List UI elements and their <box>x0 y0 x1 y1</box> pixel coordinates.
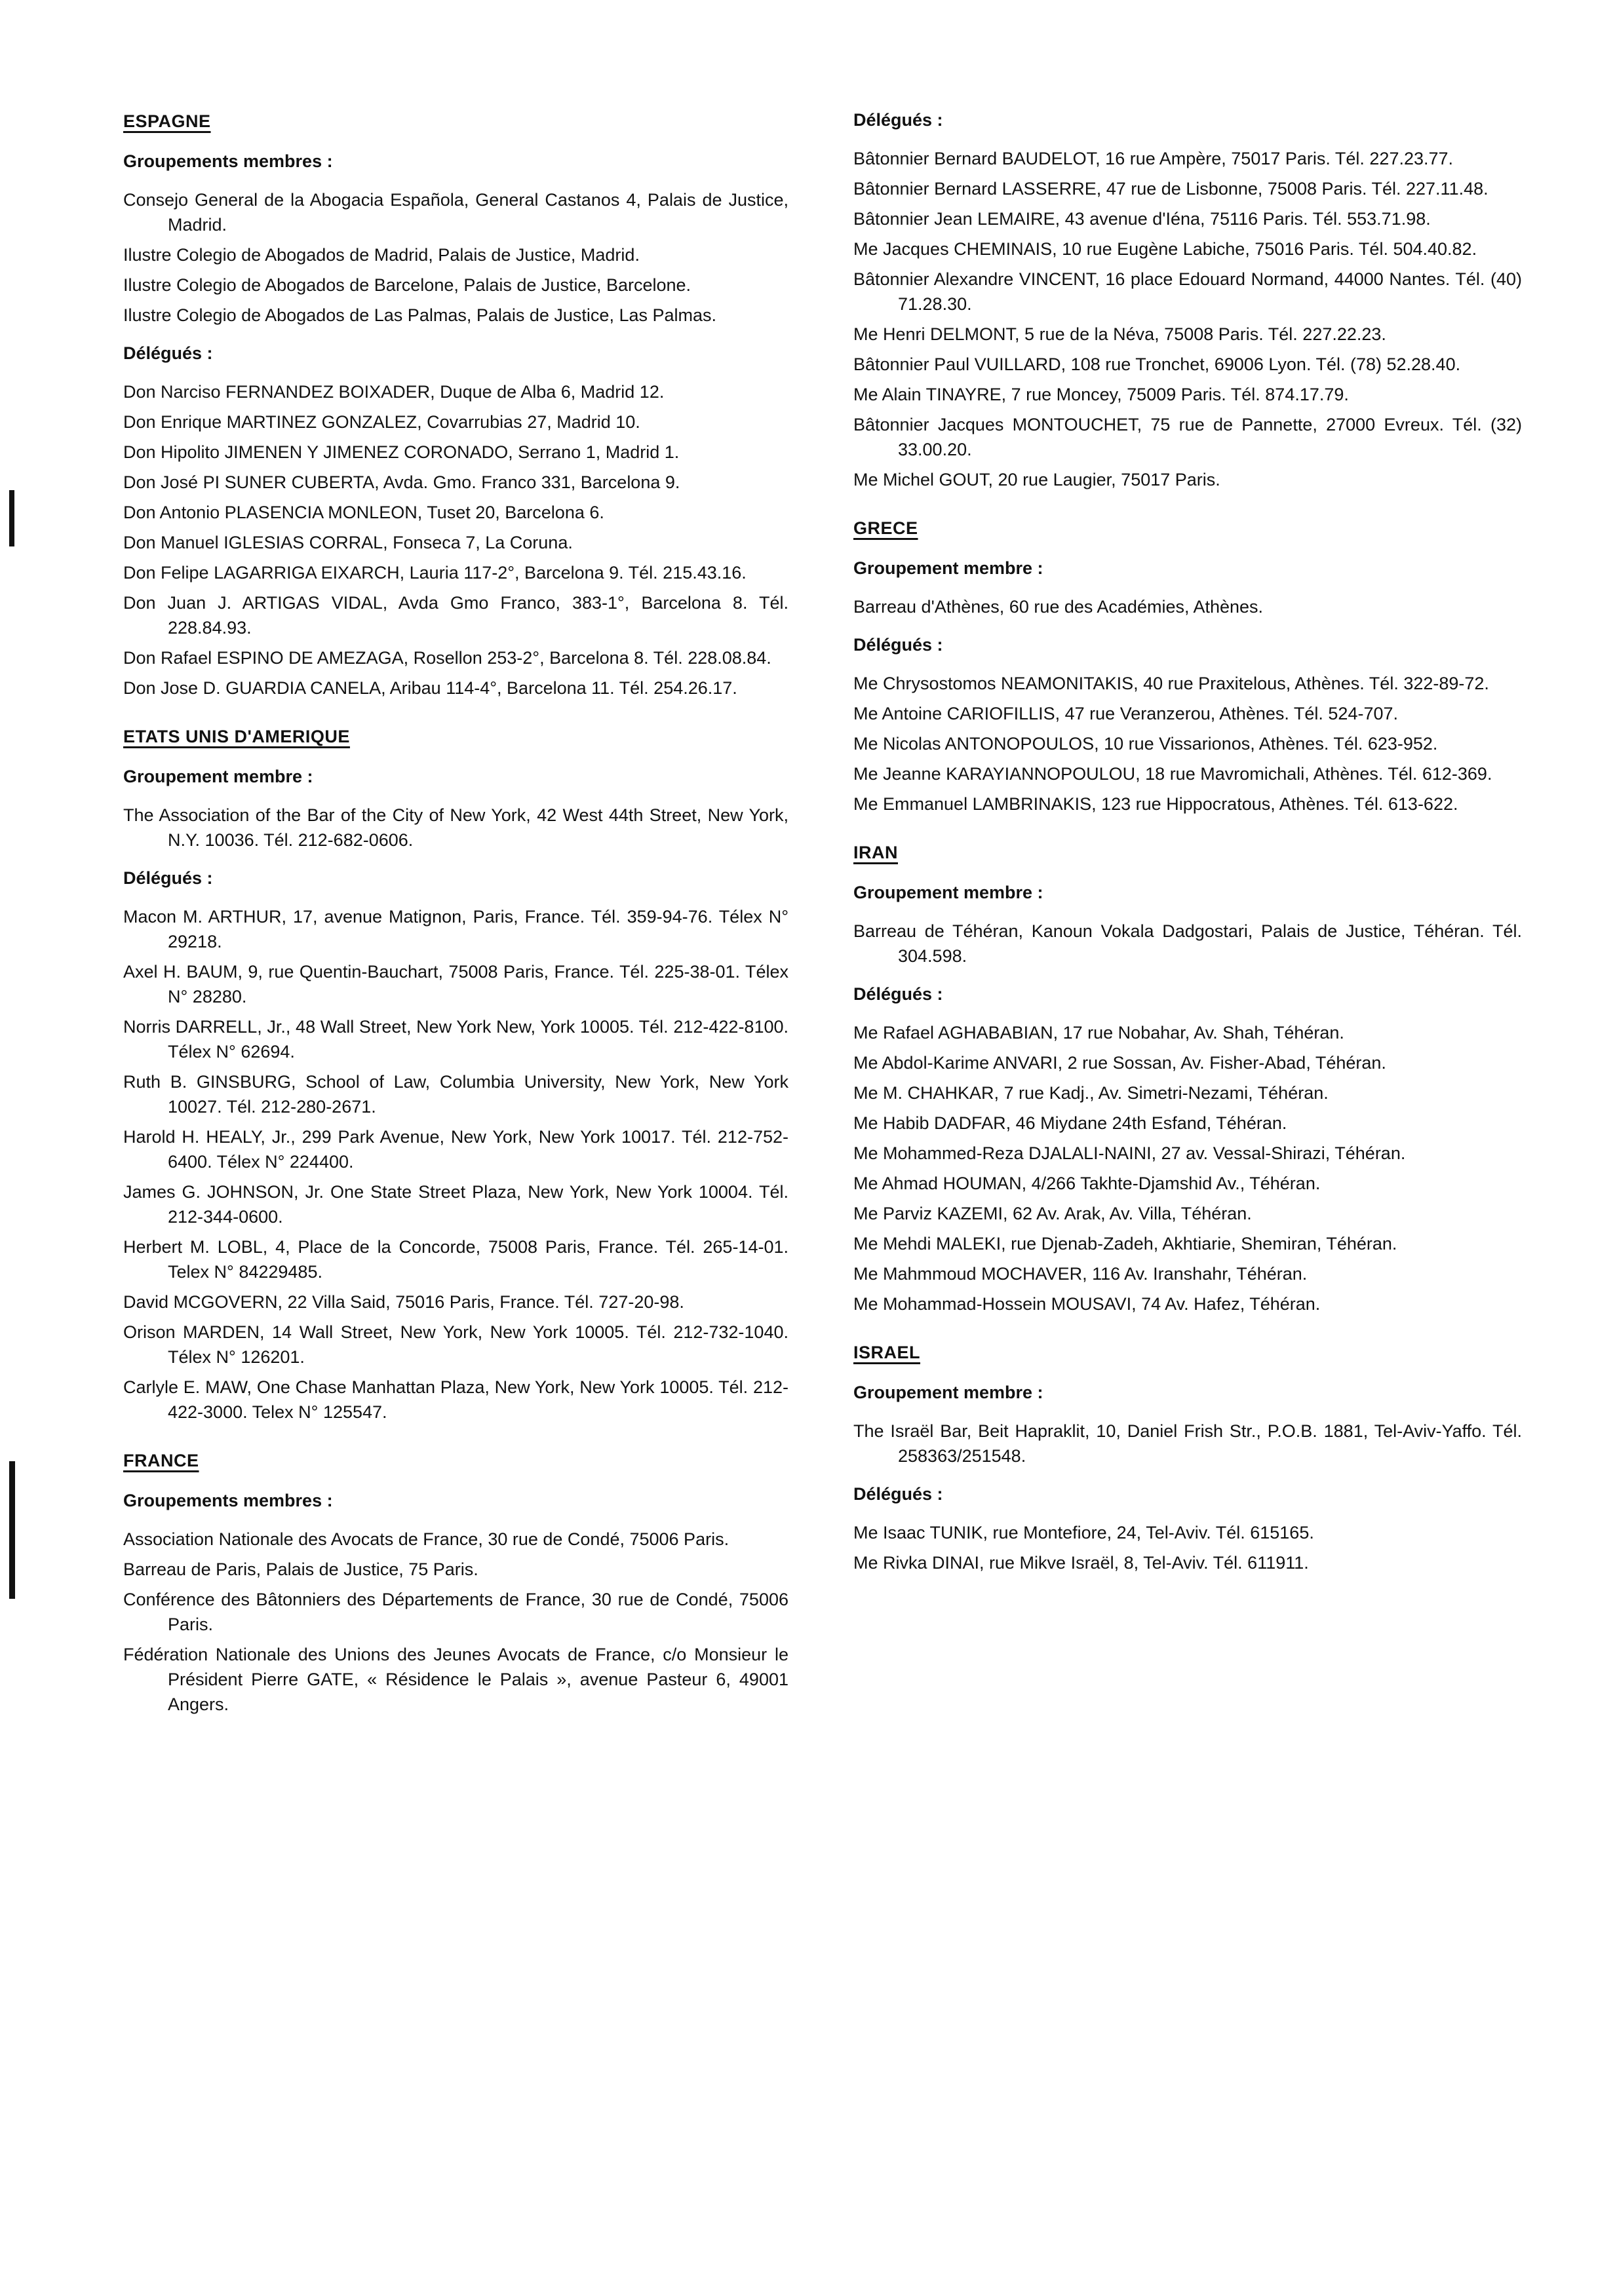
directory-entry: Fédération Nationale des Unions des Jeunes Avocats de France, c/o Monsieur le Président Pierre GATE, « Résidence le Palais », avenue Pasteur 6, 49001 Angers. <box>123 1645 788 1714</box>
directory-entry: Me Isaac TUNIK, rue Montefiore, 24, Tel-Aviv. Tél. 615165. <box>853 1523 1314 1542</box>
entry-group <box>853 883 1522 968</box>
entry-group <box>853 1383 1522 1468</box>
group-heading: Groupement membre : <box>123 767 313 786</box>
group-heading: Groupement membre : <box>853 558 1043 578</box>
directory-entry: Me M. CHAHKAR, 7 rue Kadj., Av. Simetri-Nezami, Téhéran. <box>853 1083 1329 1103</box>
directory-entry: Me Mahmmoud MOCHAVER, 116 Av. Iranshahr, Téhéran. <box>853 1264 1308 1284</box>
country-section <box>123 1451 788 1717</box>
entry-group <box>853 984 1522 1316</box>
directory-entry: Barreau de Paris, Palais de Justice, 75 Paris. <box>123 1559 478 1579</box>
group-heading: Délégués : <box>853 1484 943 1504</box>
country-section <box>853 110 1522 492</box>
directory-entry: Bâtonnier Bernard LASSERRE, 47 rue de Lisbonne, 75008 Paris. Tél. 227.11.48. <box>853 179 1489 199</box>
directory-entry: Me Habib DADFAR, 46 Miydane 24th Esfand, Téhéran. <box>853 1113 1287 1133</box>
entry-group <box>853 635 1522 816</box>
group-heading: Délégués : <box>853 110 943 130</box>
country-heading: GRECE <box>853 518 918 538</box>
entry-group <box>853 110 1522 492</box>
directory-entry: Don Narciso FERNANDEZ BOIXADER, Duque de Alba 6, Madrid 12. <box>123 382 665 402</box>
entry-group <box>123 151 788 328</box>
left-column <box>123 111 788 1743</box>
country-section <box>853 1343 1522 1575</box>
country-heading: ISRAEL <box>853 1343 921 1362</box>
entry-group <box>123 1491 788 1717</box>
directory-entry: Me Mohammed-Reza DJALALI-NAINI, 27 av. Vessal-Shirazi, Téhéran. <box>853 1143 1406 1163</box>
directory-entry: Me Jeanne KARAYIANNOPOULOU, 18 rue Mavromichali, Athènes. Tél. 612-369. <box>853 764 1492 784</box>
directory-entry: Me Antoine CARIOFILLIS, 47 rue Veranzerou, Athènes. Tél. 524-707. <box>853 704 1399 723</box>
directory-entry: Carlyle E. MAW, One Chase Manhattan Plaza, New York, New York 10005. Tél. 212-422-3000. Telex N° 125547. <box>123 1377 788 1422</box>
directory-entry: Me Chrysostomos NEAMONITAKIS, 40 rue Praxitelous, Athènes. Tél. 322-89-72. <box>853 674 1489 693</box>
directory-entry: Bâtonnier Paul VUILLARD, 108 rue Tronchet, 69006 Lyon. Tél. (78) 52.28.40. <box>853 354 1461 374</box>
directory-entry: Don Antonio PLASENCIA MONLEON, Tuset 20, Barcelona 6. <box>123 503 604 522</box>
directory-entry: Don Felipe LAGARRIGA EIXARCH, Lauria 117-2°, Barcelona 9. Tél. 215.43.16. <box>123 563 747 583</box>
directory-entry: Don Manuel IGLESIAS CORRAL, Fonseca 7, La Coruna. <box>123 533 573 552</box>
directory-entry: Orison MARDEN, 14 Wall Street, New York, New York 10005. Tél. 212-732-1040. Télex N° 126201. <box>123 1322 788 1367</box>
directory-entry: The Israël Bar, Beit Hapraklit, 10, Daniel Frish Str., P.O.B. 1881, Tel-Aviv-Yaffo. Tél. 258363/251548. <box>853 1421 1522 1466</box>
directory-entry: Me Ahmad HOUMAN, 4/266 Takhte-Djamshid Av., Téhéran. <box>853 1174 1321 1193</box>
directory-entry: Macon M. ARTHUR, 17, avenue Matignon, Paris, France. Tél. 359-94-76. Télex N° 29218. <box>123 907 788 951</box>
country-section <box>853 518 1522 816</box>
country-section <box>853 843 1522 1316</box>
group-heading: Groupements membres : <box>123 1491 333 1510</box>
scan-mark <box>9 490 14 546</box>
scan-mark <box>9 1461 15 1599</box>
directory-entry: The Association of the Bar of the City of New York, 42 West 44th Street, New York, N.Y. 10036. Tél. 212-682-0606. <box>123 805 788 850</box>
country-section <box>123 727 788 1425</box>
directory-entry: Don Hipolito JIMENEN Y JIMENEZ CORONADO, Serrano 1, Madrid 1. <box>123 442 680 462</box>
directory-entry: Don José PI SUNER CUBERTA, Avda. Gmo. Franco 331, Barcelona 9. <box>123 472 680 492</box>
directory-entry: Me Rivka DINAI, rue Mikve Israël, 8, Tel-Aviv. Tél. 611911. <box>853 1553 1309 1573</box>
group-heading: Délégués : <box>123 343 213 363</box>
group-heading: Groupement membre : <box>853 883 1043 902</box>
directory-entry: Don Juan J. ARTIGAS VIDAL, Avda Gmo Franco, 383-1°, Barcelona 8. Tél. 228.84.93. <box>123 593 788 638</box>
right-column <box>853 110 1522 1601</box>
country-heading: ESPAGNE <box>123 111 211 131</box>
directory-entry: Axel H. BAUM, 9, rue Quentin-Bauchart, 75008 Paris, France. Tél. 225-38-01. Télex N° 28280. <box>123 962 788 1006</box>
country-heading: FRANCE <box>123 1451 199 1470</box>
directory-entry: Me Abdol-Karime ANVARI, 2 rue Sossan, Av. Fisher-Abad, Téhéran. <box>853 1053 1386 1073</box>
directory-entry: Bâtonnier Bernard BAUDELOT, 16 rue Ampère, 75017 Paris. Tél. 227.23.77. <box>853 149 1454 168</box>
directory-entry: Herbert M. LOBL, 4, Place de la Concorde, 75008 Paris, France. Tél. 265-14-01. Telex N° 84229485. <box>123 1237 788 1282</box>
entry-group <box>123 343 788 700</box>
directory-entry: Don Enrique MARTINEZ GONZALEZ, Covarrubias 27, Madrid 10. <box>123 412 640 432</box>
group-heading: Groupement membre : <box>853 1383 1043 1402</box>
directory-entry: Me Henri DELMONT, 5 rue de la Néva, 75008 Paris. Tél. 227.22.23. <box>853 324 1386 344</box>
group-heading: Groupements membres : <box>123 151 333 171</box>
directory-entry: Barreau de Téhéran, Kanoun Vokala Dadgostari, Palais de Justice, Téhéran. Tél. 304.598. <box>853 921 1522 966</box>
directory-entry: Me Alain TINAYRE, 7 rue Moncey, 75009 Paris. Tél. 874.17.79. <box>853 385 1349 404</box>
directory-entry: Association Nationale des Avocats de France, 30 rue de Condé, 75006 Paris. <box>123 1529 730 1549</box>
entry-group <box>123 767 788 852</box>
directory-entry: Conférence des Bâtonniers des Départements de France, 30 rue de Condé, 75006 Paris. <box>123 1590 788 1634</box>
directory-entry: James G. JOHNSON, Jr. One State Street Plaza, New York, New York 10004. Tél. 212-344-0600. <box>123 1182 788 1227</box>
directory-entry: Me Mehdi MALEKI, rue Djenab-Zadeh, Akhtiarie, Shemiran, Téhéran. <box>853 1234 1397 1253</box>
group-heading: Délégués : <box>853 984 943 1004</box>
directory-entry: David MCGOVERN, 22 Villa Said, 75016 Paris, France. Tél. 727-20-98. <box>123 1292 684 1312</box>
directory-entry: Don Rafael ESPINO DE AMEZAGA, Rosellon 253-2°, Barcelona 8. Tél. 228.08.84. <box>123 648 771 668</box>
directory-entry: Barreau d'Athènes, 60 rue des Académies, Athènes. <box>853 597 1264 617</box>
directory-entry: Ilustre Colegio de Abogados de Barcelone, Palais de Justice, Barcelone. <box>123 275 691 295</box>
group-heading: Délégués : <box>853 635 943 655</box>
directory-entry: Ilustre Colegio de Abogados de Madrid, Palais de Justice, Madrid. <box>123 245 640 265</box>
directory-entry: Ilustre Colegio de Abogados de Las Palmas, Palais de Justice, Las Palmas. <box>123 305 717 325</box>
country-section <box>123 111 788 700</box>
directory-entry: Bâtonnier Jacques MONTOUCHET, 75 rue de Pannette, 27000 Evreux. Tél. (32) 33.00.20. <box>853 415 1522 459</box>
entry-group <box>853 558 1522 619</box>
directory-entry: Norris DARRELL, Jr., 48 Wall Street, New York New, York 10005. Tél. 212-422-8100. Télex N° 62694. <box>123 1017 788 1062</box>
directory-entry: Me Emmanuel LAMBRINAKIS, 123 rue Hippocratous, Athènes. Tél. 613-622. <box>853 794 1458 814</box>
group-heading: Délégués : <box>123 868 213 888</box>
directory-entry: Don Jose D. GUARDIA CANELA, Aribau 114-4°, Barcelona 11. Tél. 254.26.17. <box>123 678 737 698</box>
directory-entry: Me Parviz KAZEMI, 62 Av. Arak, Av. Villa, Téhéran. <box>853 1204 1252 1223</box>
directory-entry: Me Jacques CHEMINAIS, 10 rue Eugène Labiche, 75016 Paris. Tél. 504.40.82. <box>853 239 1477 259</box>
directory-entry: Harold H. HEALY, Jr., 299 Park Avenue, New York, New York 10017. Tél. 212-752-6400. Télex N° 224400. <box>123 1127 788 1172</box>
directory-entry: Me Nicolas ANTONOPOULOS, 10 rue Vissarionos, Athènes. Tél. 623-952. <box>853 734 1438 754</box>
directory-entry: Me Mohammad-Hossein MOUSAVI, 74 Av. Hafez, Téhéran. <box>853 1294 1321 1314</box>
directory-entry: Ruth B. GINSBURG, School of Law, Columbia University, New York, New York 10027. Tél. 212-280-2671. <box>123 1072 788 1117</box>
entry-group <box>123 868 788 1425</box>
directory-entry: Me Michel GOUT, 20 rue Laugier, 75017 Paris. <box>853 470 1220 489</box>
country-heading: IRAN <box>853 843 898 862</box>
country-heading: ETATS UNIS D'AMERIQUE <box>123 727 350 746</box>
directory-entry: Bâtonnier Alexandre VINCENT, 16 place Edouard Normand, 44000 Nantes. Tél. (40) 71.28.30. <box>853 269 1522 314</box>
entry-group <box>853 1484 1522 1575</box>
directory-entry: Bâtonnier Jean LEMAIRE, 43 avenue d'Iéna, 75116 Paris. Tél. 553.71.98. <box>853 209 1431 229</box>
directory-entry: Me Rafael AGHABABIAN, 17 rue Nobahar, Av. Shah, Téhéran. <box>853 1023 1344 1043</box>
directory-entry: Consejo General de la Abogacia Española, General Castanos 4, Palais de Justice, Madrid. <box>123 190 788 235</box>
